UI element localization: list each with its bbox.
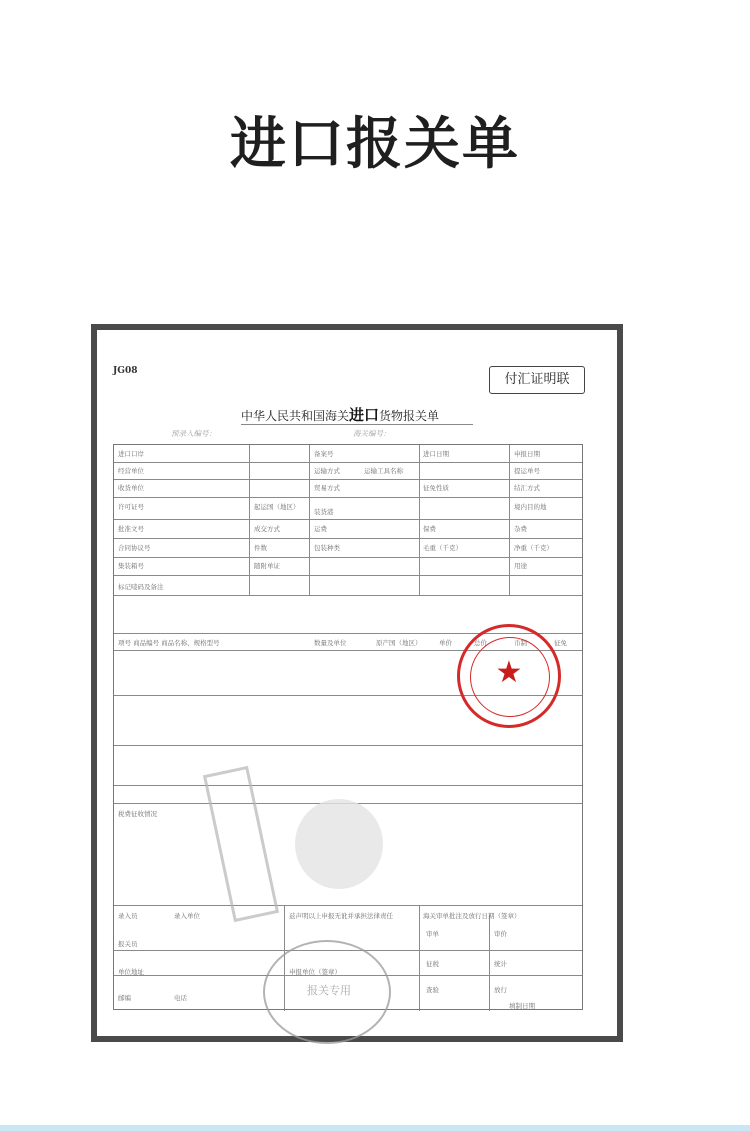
- label-review: 海关审单批注及放行日期（签章）: [423, 912, 521, 920]
- form-title: [241, 404, 439, 425]
- label-bill-no: 提运单号: [514, 467, 540, 475]
- red-seal-star-icon: ★: [495, 655, 523, 690]
- label-qty-unit: 数量及单位: [314, 639, 347, 647]
- label-transport-tool: 运输工具名称: [364, 467, 403, 475]
- form-title-big: 进口: [349, 406, 380, 424]
- label-exemption: 征免: [554, 639, 567, 647]
- label-package-type: 包装种类: [314, 544, 340, 552]
- label-declare-date: 申报日期: [514, 450, 540, 458]
- label-transport-mode: 运输方式: [314, 467, 340, 475]
- faint-round-stamp: [295, 799, 383, 889]
- label-declaring-unit: 申报单位（签章）: [289, 968, 341, 976]
- label-insurance: 保费: [423, 525, 436, 533]
- label-import-port: 进口口岸: [118, 450, 144, 458]
- label-misc: 杂费: [514, 525, 527, 533]
- form-title-suffix: 货物报关单: [379, 409, 440, 423]
- title-underline: [241, 424, 473, 425]
- label-settlement: 结汇方式: [514, 484, 540, 492]
- label-unit-price: 单价: [439, 639, 452, 647]
- label-deal-mode: 成交方式: [254, 525, 280, 533]
- label-consignee: 经营单位: [118, 467, 144, 475]
- company-seal: [263, 940, 391, 1044]
- label-origin: 原产国（地区）: [376, 639, 422, 647]
- customs-red-seal: [457, 624, 561, 728]
- label-tax-record: 税费征收情况: [118, 810, 157, 818]
- customs-no-label: 海关编号：: [353, 429, 391, 438]
- label-unit-address: 单位地址: [118, 968, 144, 976]
- customs-declaration-form: [113, 344, 603, 1024]
- label-fill-date: 填制日期: [509, 1002, 535, 1010]
- label-marks: 标记唛码及备注: [118, 583, 164, 591]
- label-license-no: 许可证号: [118, 503, 144, 511]
- preentry-label: 预录入编号：: [171, 429, 216, 438]
- label-container-no: 集装箱号: [118, 562, 144, 570]
- label-items-header: 项号 商品编号 商品名称、规格型号: [118, 639, 220, 647]
- label-freight: 运费: [314, 525, 327, 533]
- label-entry-clerk: 录入员: [118, 912, 138, 920]
- label-declarant: 报关员: [118, 940, 138, 948]
- label-record-no: 备案号: [314, 450, 334, 458]
- label-inspection: 查验: [426, 986, 439, 994]
- company-seal-text: 报关专用: [307, 984, 351, 997]
- form-code: JG08: [113, 366, 138, 376]
- label-contract-no: 合同协议号: [118, 544, 151, 552]
- label-loading-port: 装货港: [314, 508, 334, 516]
- label-total-price: 总价: [474, 639, 487, 647]
- label-release: 放行: [494, 986, 507, 994]
- label-tax-nature: 征免性质: [423, 484, 449, 492]
- label-entry-unit: 录入单位: [174, 912, 200, 920]
- label-audit: 审单: [426, 930, 439, 938]
- label-approval-no: 批准文号: [118, 525, 144, 533]
- label-usage: 用途: [514, 562, 527, 570]
- label-declaration: 兹声明以上申报无讹并承担法律责任: [289, 912, 393, 920]
- label-appraise: 审价: [494, 930, 507, 938]
- label-postcode: 邮编: [118, 994, 131, 1002]
- label-currency: 币制: [514, 639, 527, 647]
- payment-certificate-stamp: 付汇证明联: [489, 366, 585, 394]
- label-gross-weight: 毛重（千克）: [423, 544, 462, 552]
- label-trade-mode: 贸易方式: [314, 484, 340, 492]
- form-title-prefix: 中华人民共和国海关: [241, 409, 350, 423]
- label-pieces: 件数: [254, 544, 267, 552]
- scanned-document-frame: [91, 324, 623, 1042]
- label-receiver: 收货单位: [118, 484, 144, 492]
- label-destination: 境内目的地: [514, 503, 547, 511]
- label-net-weight: 净重（千克）: [514, 544, 553, 552]
- label-phone: 电话: [174, 994, 187, 1002]
- label-tax-levy: 征税: [426, 960, 439, 968]
- page-title: 进口报关单: [230, 112, 520, 177]
- footer-bar: [0, 1125, 750, 1131]
- label-origin-country: 起运国（地区）: [254, 503, 300, 511]
- label-statistics: 统计: [494, 960, 507, 968]
- label-documents: 随附单证: [254, 562, 280, 570]
- label-import-date: 进口日期: [423, 450, 449, 458]
